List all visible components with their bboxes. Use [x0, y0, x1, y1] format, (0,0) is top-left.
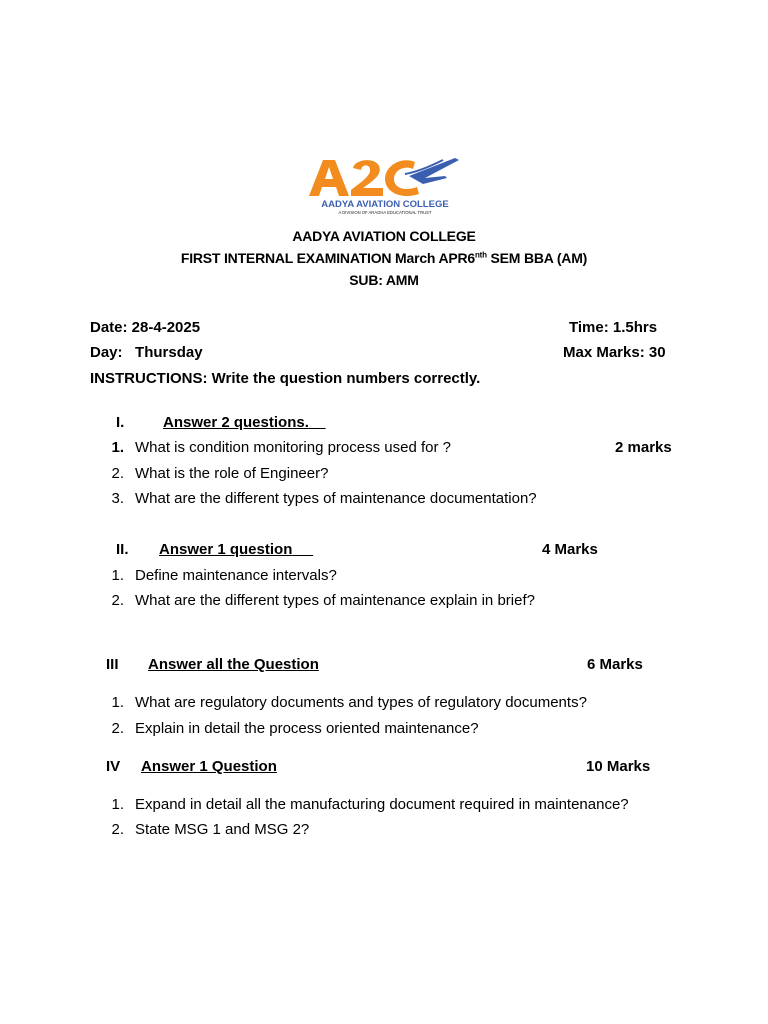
question-number: 2.: [111, 720, 124, 737]
question-text: What are the different types of maintenance explain in brief?: [135, 592, 535, 609]
section-numeral: III: [106, 656, 119, 673]
question-number: 1.: [111, 796, 124, 813]
subject-line: SUB: AMM: [349, 272, 419, 288]
question-text: What is condition monitoring process used for ?: [135, 439, 451, 456]
question-text: Explain in detail the process oriented maintenance?: [135, 720, 479, 737]
question-text: Define maintenance intervals?: [135, 567, 337, 584]
exam-day: Day: Thursday: [90, 344, 203, 361]
max-marks: Max Marks: 30: [563, 344, 666, 361]
instructions: INSTRUCTIONS: Write the question numbers correctly.: [90, 370, 481, 387]
question-text: Expand in detail all the manufacturing document required in maintenance?: [135, 796, 629, 813]
section-title: Answer 1 Question: [141, 758, 277, 775]
question-text: What are the different types of maintenance documentation?: [135, 490, 537, 507]
section-numeral: IV: [106, 758, 121, 775]
question-text: What are regulatory documents and types of regulatory documents?: [135, 694, 587, 711]
college-logo: [305, 154, 465, 221]
question-number: 2.: [111, 465, 124, 482]
question-number: 1.: [111, 694, 124, 711]
exam-time: Time: 1.5hrs: [569, 319, 658, 336]
section-numeral: II.: [116, 541, 129, 558]
question-number: 2.: [111, 821, 124, 838]
exam-title: FIRST INTERNAL EXAMINATION March $APR6^{nth}$ SEM BBA (AM): [180, 250, 588, 266]
question-text: State MSG 1 and MSG 2?: [135, 821, 310, 838]
section-title: Answer 1 question: [159, 541, 293, 558]
question-marks: 2 marks: [615, 439, 672, 456]
section-title: Answer all the Question: [148, 656, 319, 673]
question-number: 1.: [111, 567, 124, 584]
logo-tagline: A DIVISION OF ARAGHA EDUCATIONAL TRUST: [338, 210, 432, 215]
section-numeral: I.: [116, 414, 125, 431]
section-title: Answer 2 questions.: [163, 414, 309, 431]
question-number: 2.: [111, 592, 124, 609]
section-marks: 6 Marks: [587, 656, 643, 673]
question-number: 1.: [111, 439, 124, 456]
question-number: 3.: [111, 490, 124, 507]
exam-date: Date: 28-4-2025: [90, 319, 201, 336]
logo-college-name: AADYA AVIATION COLLEGE: [321, 199, 449, 210]
section-marks: 10 Marks: [586, 758, 651, 775]
college-title: AADYA AVIATION COLLEGE: [292, 228, 476, 244]
question-text: What is the role of Engineer?: [135, 465, 329, 482]
section-marks: 4 Marks: [542, 541, 598, 558]
